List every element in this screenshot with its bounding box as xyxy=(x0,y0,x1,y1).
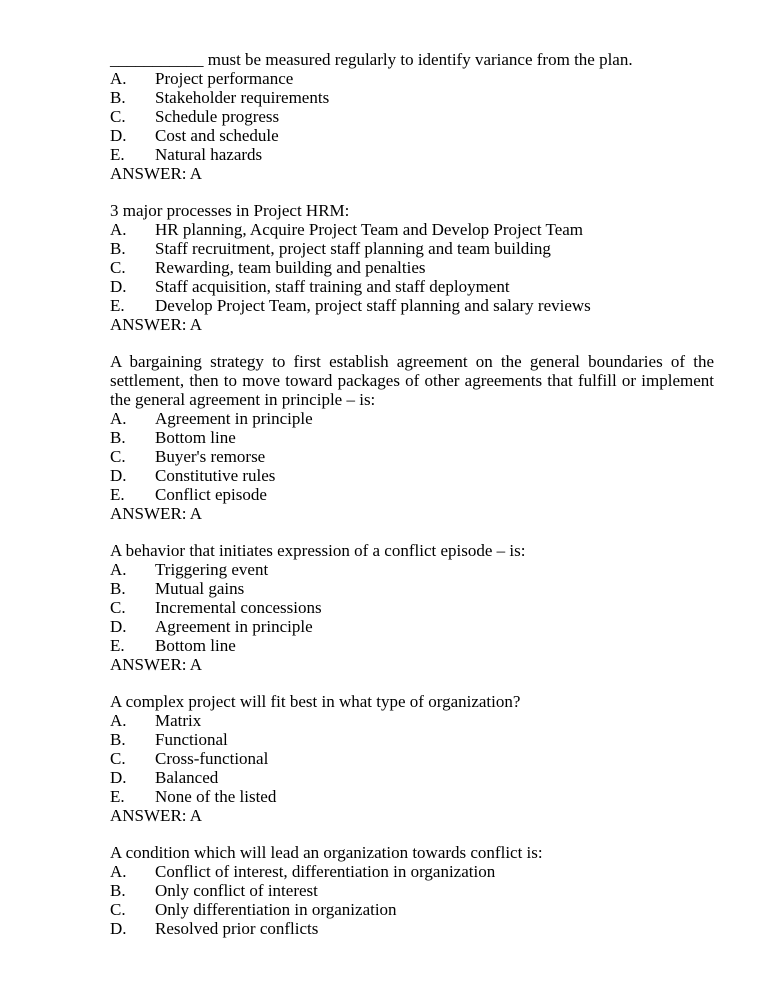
question-stem: A condition which will lead an organization towards conflict is: xyxy=(110,843,543,862)
option-letter: D. xyxy=(110,919,127,938)
option-row xyxy=(110,617,714,636)
option-letter: A. xyxy=(110,560,127,579)
option-text: Functional xyxy=(155,730,228,749)
option-letter: E. xyxy=(110,485,125,504)
option-letter: C. xyxy=(110,258,126,277)
option-row xyxy=(110,919,714,938)
option-text: Bottom line xyxy=(155,636,236,655)
option-letter: D. xyxy=(110,466,127,485)
option-row xyxy=(110,296,714,315)
option-text: Cross-functional xyxy=(155,749,269,768)
option-text: Staff acquisition, staff training and staff deployment xyxy=(155,277,510,296)
option-row xyxy=(110,768,714,787)
option-letter: A. xyxy=(110,862,127,881)
option-row xyxy=(110,900,714,919)
option-row xyxy=(110,428,714,447)
option-row xyxy=(110,862,714,881)
question-block xyxy=(110,50,714,183)
option-row xyxy=(110,749,714,768)
question-block xyxy=(110,201,714,334)
answer-line: ANSWER: A xyxy=(110,164,203,183)
option-letter: E. xyxy=(110,145,125,164)
option-text: Natural hazards xyxy=(155,145,263,164)
question-block xyxy=(110,541,714,674)
question-stem: 3 major processes in Project HRM: xyxy=(110,201,350,220)
question-stem: A bargaining strategy to first establish agreement on the general boundaries of the settlement, then to move toward packages of other agreements that fulfill or implement the general agreement in principle – is: xyxy=(110,352,714,409)
option-row xyxy=(110,239,714,258)
option-letter: D. xyxy=(110,126,127,145)
option-row xyxy=(110,107,714,126)
option-text: Develop Project Team, project staff planning and salary reviews xyxy=(155,296,591,315)
option-letter: E. xyxy=(110,636,125,655)
option-letter: C. xyxy=(110,447,126,466)
option-text: Conflict of interest, differentiation in organization xyxy=(155,862,496,881)
question-block xyxy=(110,692,714,825)
option-letter: B. xyxy=(110,881,126,900)
question-stem: ___________ must be measured regularly to identify variance from the plan. xyxy=(110,50,633,69)
question-stem: A behavior that initiates expression of a conflict episode – is: xyxy=(110,541,526,560)
option-text: Buyer's remorse xyxy=(155,447,266,466)
option-text: Cost and schedule xyxy=(155,126,279,145)
option-text: None of the listed xyxy=(155,787,277,806)
document-page xyxy=(110,50,714,956)
option-row xyxy=(110,485,714,504)
question-stem: A complex project will fit best in what type of organization? xyxy=(110,692,521,711)
option-row xyxy=(110,220,714,239)
option-text: Mutual gains xyxy=(155,579,245,598)
option-letter: E. xyxy=(110,787,125,806)
option-letter: A. xyxy=(110,69,127,88)
option-text: Only conflict of interest xyxy=(155,881,318,900)
option-row xyxy=(110,447,714,466)
option-letter: D. xyxy=(110,768,127,787)
option-row xyxy=(110,258,714,277)
option-row xyxy=(110,636,714,655)
answer-line: ANSWER: A xyxy=(110,655,203,674)
option-letter: C. xyxy=(110,107,126,126)
option-text: Agreement in principle xyxy=(155,617,313,636)
option-letter: A. xyxy=(110,409,127,428)
option-letter: B. xyxy=(110,239,126,258)
option-text: Stakeholder requirements xyxy=(155,88,330,107)
option-text: Rewarding, team building and penalties xyxy=(155,258,426,277)
option-row xyxy=(110,126,714,145)
option-letter: D. xyxy=(110,617,127,636)
option-row xyxy=(110,711,714,730)
option-row xyxy=(110,466,714,485)
option-row xyxy=(110,787,714,806)
option-letter: C. xyxy=(110,900,126,919)
option-text: Incremental concessions xyxy=(155,598,322,617)
option-text: Triggering event xyxy=(155,560,269,579)
answer-line: ANSWER: A xyxy=(110,315,203,334)
question-block xyxy=(110,352,714,523)
option-text: Resolved prior conflicts xyxy=(155,919,319,938)
option-text: Project performance xyxy=(155,69,294,88)
option-text: Agreement in principle xyxy=(155,409,313,428)
answer-line: ANSWER: A xyxy=(110,504,203,523)
option-letter: B. xyxy=(110,579,126,598)
option-row xyxy=(110,277,714,296)
option-text: Conflict episode xyxy=(155,485,267,504)
option-text: HR planning, Acquire Project Team and Develop Project Team xyxy=(155,220,584,239)
option-letter: B. xyxy=(110,88,126,107)
option-letter: A. xyxy=(110,220,127,239)
option-letter: E. xyxy=(110,296,125,315)
option-row xyxy=(110,598,714,617)
answer-line: ANSWER: A xyxy=(110,806,203,825)
option-row xyxy=(110,881,714,900)
option-row xyxy=(110,560,714,579)
option-text: Schedule progress xyxy=(155,107,280,126)
option-text: Bottom line xyxy=(155,428,236,447)
option-letter: C. xyxy=(110,598,126,617)
option-text: Staff recruitment, project staff planning and team building xyxy=(155,239,551,258)
question-block xyxy=(110,843,714,938)
option-letter: C. xyxy=(110,749,126,768)
option-row xyxy=(110,69,714,88)
option-letter: D. xyxy=(110,277,127,296)
option-row xyxy=(110,88,714,107)
option-letter: A. xyxy=(110,711,127,730)
option-text: Constitutive rules xyxy=(155,466,276,485)
option-letter: B. xyxy=(110,428,126,447)
option-row xyxy=(110,145,714,164)
option-row xyxy=(110,730,714,749)
option-row xyxy=(110,579,714,598)
option-row xyxy=(110,409,714,428)
option-text: Matrix xyxy=(155,711,202,730)
option-text: Balanced xyxy=(155,768,219,787)
option-text: Only differentiation in organization xyxy=(155,900,397,919)
option-letter: B. xyxy=(110,730,126,749)
